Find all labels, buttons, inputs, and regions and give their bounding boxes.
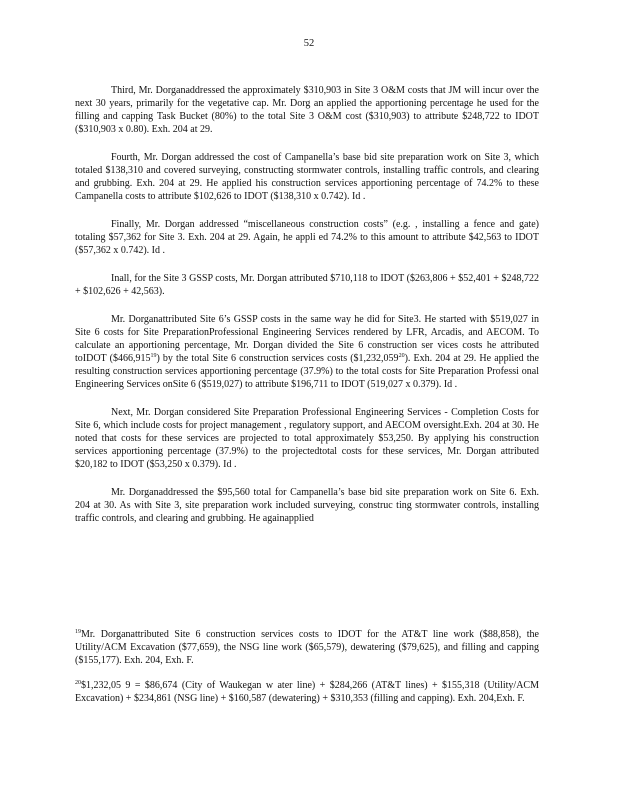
site6-text-part2: ) by the total Site 6 construction services costs ($1,232,059 xyxy=(156,353,399,364)
footnotes xyxy=(75,628,539,717)
paragraph-site6-gssp xyxy=(75,313,539,391)
footnote-text: $1,232,05 9 = $86,674 (City of Waukegan w ater line) + $284,266 (AT&T lines) + $155,318 (Utility/ACM Excavation) + $234,861 (NSG line) + $160,587 (dewatering) + $310,353 (filling and capping). Exh. 204,Exh. F. xyxy=(75,680,539,704)
footnote-ref-20: 20 xyxy=(398,353,405,359)
site6-text-part3: ). Exh. 204 at 29. He applied the resulting construction services apportioning percentage (37.9%) to the total costs for Site Preparation Professi onal Engineering Services onSite 6 ($519,027) to attribute $196,711 to IDOT (519,027 x 0.379). Id . xyxy=(75,353,539,390)
footnote-number: 20 xyxy=(75,680,81,686)
site6-text-part1: Mr. Dorganattributed Site 6’s GSSP costs in the same way he did for Site3. He started with $519,027 in Site 6 costs for Site PreparationProfessional Engineering Services rendered by LFR, Arcadis, and AECOM. To calculate an apportioning percentage, Mr. Dorgan divided the Site 6 construction ser vices costs he attributed toIDOT ($466,915 xyxy=(75,314,539,364)
paragraph-site3-campanella: Fourth, Mr. Dorgan addressed the cost of Campanella’s base bid site preparation work on Site 3, which totaled $138,310 and covered surveying, constructing stormwater controls, installing traffic controls, and clearing and grubbing. Exh. 204 at 29. He applied his construction services apportioning percentage of 74.2% to these Campanella costs to attribute $102,626 to IDOT ($138,310 x 0.742). Id . xyxy=(75,152,539,202)
footnote-ref-19: 19 xyxy=(150,353,157,359)
footnote-19 xyxy=(75,628,539,667)
footnote-number: 19 xyxy=(75,629,81,635)
body-text xyxy=(75,84,539,540)
footnote-text: Mr. Dorganattributed Site 6 construction services costs to IDOT for the AT&T line work ($88,858), the Utility/ACM Excavation ($77,659), the NSG line work ($65,579), dewatering ($79,625), and filling and capping ($155,177). Exh. 204, Exh. F. xyxy=(75,629,539,666)
paragraph-site3-om: Third, Mr. Dorganaddressed the approximately $310,903 in Site 3 O&M costs that JM will incur over the next 30 years, primarily for the vegetative cap. Mr. Dorg an applied the apportioning percentage he used for the filling and capping Task Bucket (80%) to the total Site 3 O&M cost ($310,903) to attribute $248,722 to IDOT ($310,903 x 0.80). Exh. 204 at 29. xyxy=(75,85,539,135)
paragraph-site6-completion: Next, Mr. Dorgan considered Site Preparation Professional Engineering Services - Completion Costs for Site 6, which include costs for project management , regulatory support, and AECOM oversight.Exh. 204 at 30. He noted that costs for these services are projected to total approximately $53,250. By applying his construction services apportioning percentage (37.9%) to the projectedtotal costs for these services, Mr. Dorgan attributed $20,182 to IDOT ($53,250 x 0.379). Id . xyxy=(75,407,539,470)
page-number: 52 xyxy=(303,38,315,49)
paragraph-site6-campanella: Mr. Dorganaddressed the $95,560 total for Campanella’s base bid site preparation work on Site 6. Exh. 204 at 30. As with Site 3, site preparation work included surveying, construc ting stormwater controls, installing traffic controls, and clearing and grubbing. He againapplied xyxy=(75,487,539,524)
paragraph-site3-misc: Finally, Mr. Dorgan addressed “miscellaneous construction costs” (e.g. , installing a fence and gate) totaling $57,362 for Site 3. Exh. 204 at 29. Again, he appli ed 74.2% to this amount to attribute $42,563 to IDOT ($57,362 x 0.742). Id . xyxy=(75,219,539,256)
paragraph-site3-total: Inall, for the Site 3 GSSP costs, Mr. Dorgan attributed $710,118 to IDOT ($263,806 + $52,401 + $248,722 + $102,626 + 42,563). xyxy=(75,273,539,297)
footnote-20 xyxy=(75,679,539,705)
